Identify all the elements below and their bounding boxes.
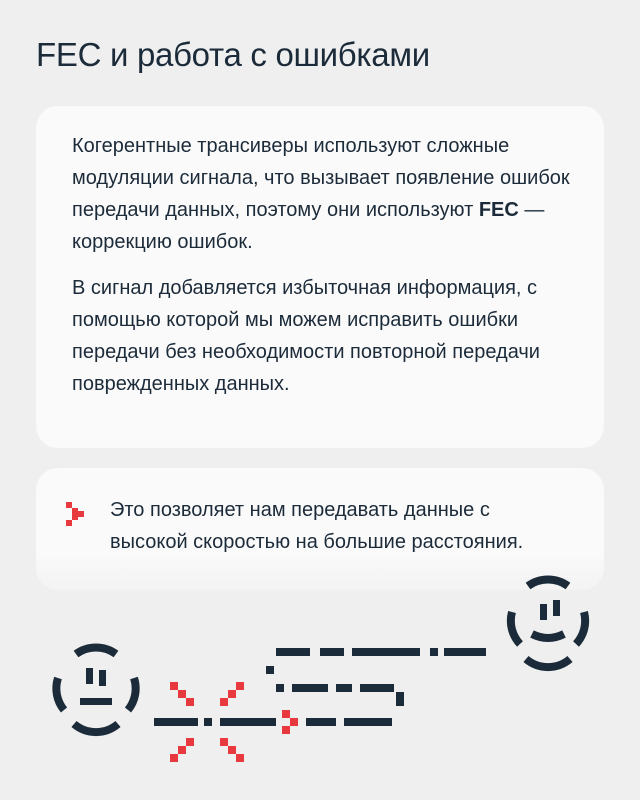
signal-dashes <box>154 648 486 726</box>
smiley-face-icon <box>511 579 585 667</box>
paragraph-fec <box>72 130 572 258</box>
smiley-face-icon <box>56 647 135 732</box>
paragraph-fec-tail: — коррекцию ошибок. <box>72 199 545 253</box>
paragraph-redundancy: В сигнал добавляется избыточная информация, с помощью которой мы можем исправить ошибки передачи без необходимости повторной передачи поврежденных данных. <box>72 277 540 395</box>
paragraph-fec-lead: Когерентные трансиверы используют сложные модуляции сигнала, что вызывает появление ошибок передачи данных, поэтому они используют <box>72 135 570 221</box>
fec-term: FEC <box>478 199 519 221</box>
transmission-illustration <box>0 560 640 800</box>
pixel-arrow-icon <box>66 502 88 526</box>
page-title: FEC и работа с ошибками <box>36 36 430 73</box>
info-card <box>36 106 604 448</box>
note-text: Это позволяет нам передавать данные с высокой скоростью на большие расстояния. <box>110 499 524 553</box>
